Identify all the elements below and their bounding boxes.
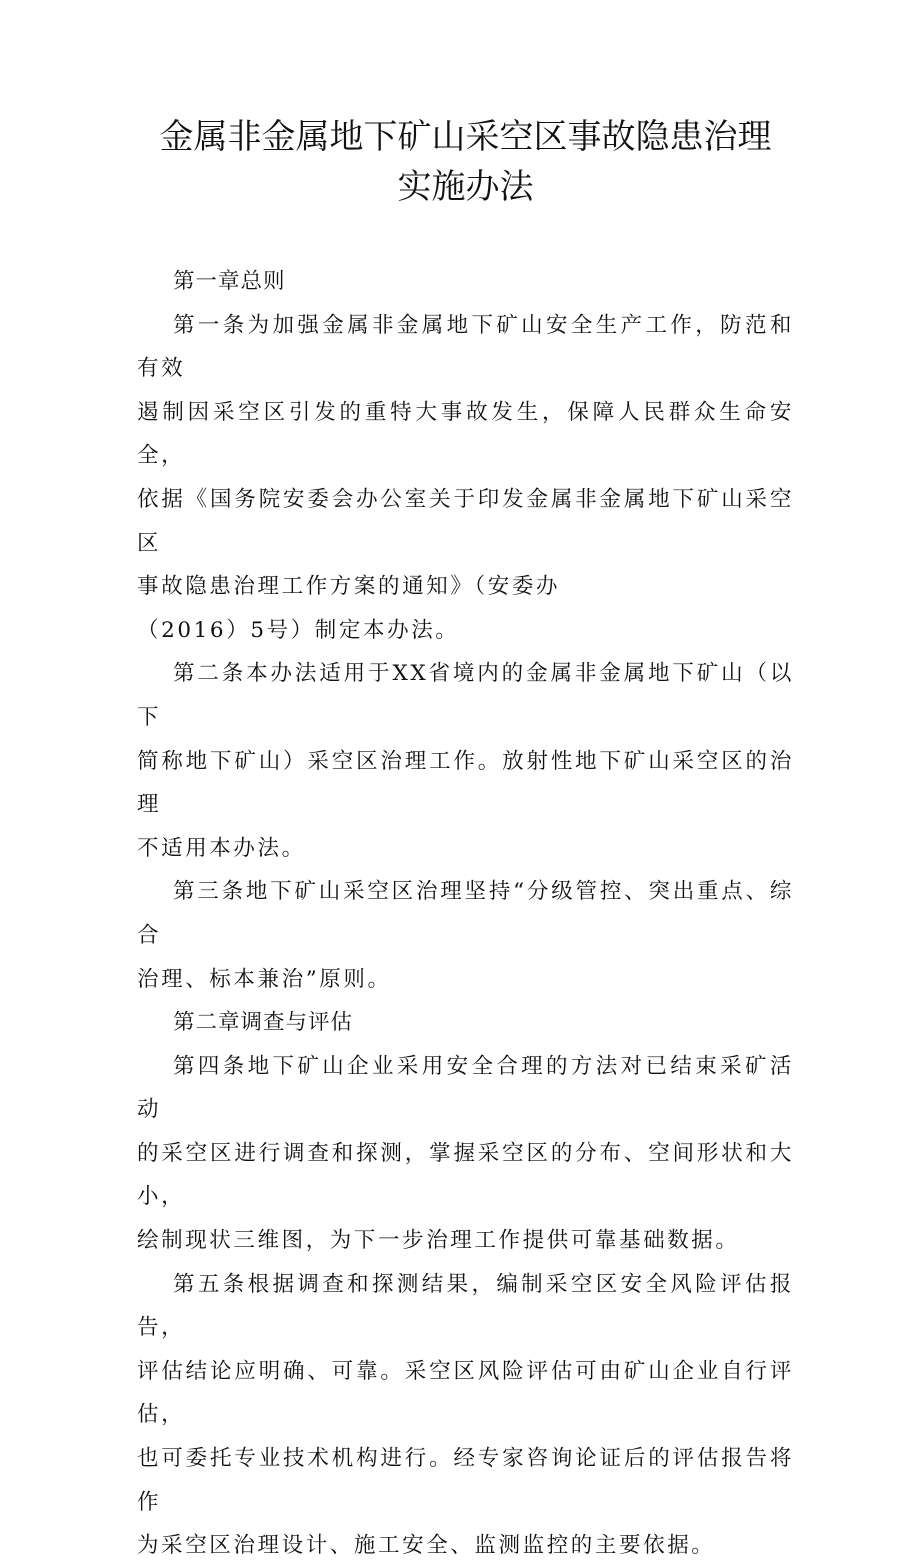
article-2-line: 不适用本办法。 <box>137 835 306 861</box>
article-5-line: 也可委托专业技术机构进行。经专家咨询论证后的评估报告将作 <box>137 1446 794 1515</box>
article-3-line: 第三条地下矿山采空区治理坚持“分级管控、突出重点、综合 <box>137 879 794 948</box>
article-5-line: 评估结论应明确、可靠。采空区风险评估可由矿山企业自行评估， <box>137 1358 794 1428</box>
article-2-line: 简称地下矿山）采空区治理工作。放射性地下矿山采空区的治理 <box>137 748 794 818</box>
article-5-line: 第五条根据调查和探测结果，编制采空区安全风险评估报告， <box>137 1271 794 1341</box>
article-1-line: 遏制因采空区引发的重特大事故发生，保障人民群众生命安全， <box>137 399 794 469</box>
article-4-line: 的采空区进行调查和探测，掌握采空区的分布、空间形状和大小， <box>137 1140 794 1210</box>
article-1-line: 第一条为加强金属非金属地下矿山安全生产工作，防范和有效 <box>137 312 794 382</box>
title-line-2: 实施办法 <box>397 167 534 207</box>
article-1-line: 事故隐患治理工作方案的通知》（安委办 <box>137 574 561 600</box>
article-4-line: 第四条地下矿山企业采用安全合理的方法对已结束采矿活动 <box>137 1053 794 1123</box>
article-2 <box>137 652 794 870</box>
article-4-line: 绘制现状三维图，为下一步治理工作提供可靠基础数据。 <box>137 1228 740 1254</box>
title-line-1: 金属非金属地下矿山采空区事故隐患治理 <box>159 117 772 157</box>
document-title <box>137 112 794 212</box>
article-1-line: （2016）5号）制定本办法。 <box>137 617 460 643</box>
article-5-line: 为采空区治理设计、施工安全、监测监控的主要依据。 <box>137 1533 716 1559</box>
chapter-2-heading: 第二章调查与评估 <box>173 1010 354 1036</box>
article-2-line: 第二条本办法适用于XX省境内的金属非金属地下矿山（以下 <box>137 661 794 730</box>
chapter-1-heading: 第一章总则 <box>173 269 286 294</box>
article-3-line: 治理、标本兼治”原则。 <box>137 966 392 992</box>
article-4 <box>137 1045 794 1263</box>
article-1-line: 依据《国务院安委会办公室关于印发金属非金属地下矿山采空区 <box>137 486 794 556</box>
article-3 <box>137 870 794 1001</box>
article-1 <box>137 304 794 653</box>
article-5 <box>137 1263 794 1568</box>
